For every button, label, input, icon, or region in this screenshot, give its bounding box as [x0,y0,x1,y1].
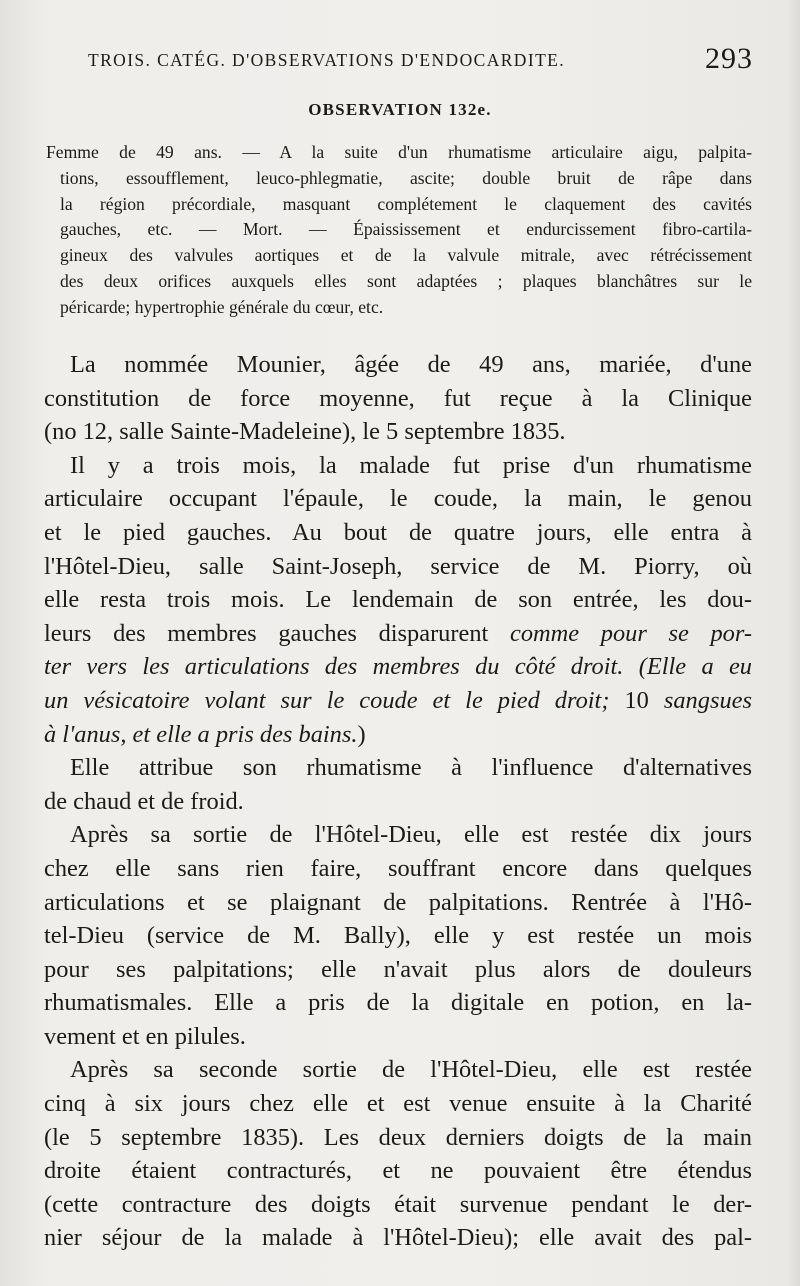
text-line [44,718,752,752]
summary-line: la région précordiale, masquant complétement le claquement des cavités [60,193,752,214]
text-line: elle resta trois mois. Le lendemain de son entrée, les dou- [44,586,752,614]
observation-summary [46,140,752,321]
text-line: (cette contracture des doigts était survenue pendant le der- [44,1190,752,1218]
text-line: constitution de force moyenne, fut reçue à la Clinique [44,384,752,412]
text-run: ) [357,720,366,748]
italic-run: ter vers les articulations des membres du côté droit. [44,653,624,681]
summary-line: péricarde; hypertrophie générale du cœur, etc. [60,296,384,317]
text-line: Elle attribue son rhumatisme à l'influence d'alternatives [70,754,752,782]
text-line: (le 5 septembre 1835). Les deux derniers doigts de la main [44,1123,752,1151]
text-line: et le pied gauches. Au bout de quatre jours, elle entra à [44,518,752,546]
text-run: leurs des membres gauches disparurent [44,619,489,647]
summary-line: tions, essoufflement, leuco-phlegmatie, ascite; double bruit de râpe dans [60,167,752,188]
text-line: (no 12, salle Sainte-Madeleine), le 5 septembre 1835. [44,418,566,446]
text-line: rhumatismales. Elle a pris de la digitale en potion, en la- [44,989,752,1017]
page-number: 293 [705,42,753,75]
observation-title: OBSERVATION 132e. [308,100,492,119]
text-line: Après sa sortie de l'Hôtel-Dieu, elle est restée dix jours [70,821,752,849]
italic-run: (Elle a eu [638,653,752,681]
text-line: Après sa seconde sortie de l'Hôtel-Dieu, elle est restée [70,1056,752,1084]
text-run: 10 [624,686,649,714]
summary-line: Femme de 49 ans. — A la suite d'un rhumatisme articulaire aigu, palpita- [46,142,752,162]
text-line: La nommée Mounier, âgée de 49 ans, mariée, d'une [70,351,752,378]
italic-run: sangsues [663,686,752,714]
running-head [88,42,753,76]
text-line: tel-Dieu (service de M. Bally), elle y est restée un mois [44,922,752,950]
text-line: l'Hôtel-Dieu, salle Saint-Joseph, service de M. Piorry, où [44,552,752,580]
body-text [44,348,752,1255]
text-line: cinq à six jours chez elle et est venue ensuite à la Charité [44,1090,752,1118]
text-line: articulations et se plaignant de palpitations. Rentrée à l'Hô- [44,888,752,916]
text-line: droite étaient contracturés, et ne pouvaient être étendus [44,1157,752,1185]
summary-line: gauches, etc. — Mort. — Épaississement et endurcissement fibro-cartila- [60,219,752,240]
text-line: vement et en pilules. [44,1022,246,1050]
text-line [44,684,752,718]
page-edge-shadow [786,0,800,1286]
text-line: Il y a trois mois, la malade fut prise d'un rhumatisme [70,451,752,479]
text-line: articulaire occupant l'épaule, le coude, la main, le genou [44,485,752,513]
text-line: chez elle sans rien faire, souffrant encore dans quelques [44,854,752,882]
italic-run: comme pour se por- [510,619,753,647]
text-line: de chaud et de froid. [44,787,244,815]
text-line [44,650,752,684]
italic-run: un vésicatoire volant sur le coude et le pied droit; [44,686,610,714]
summary-line: gineux des valvules aortiques et de la valvule mitrale, avec rétrécissement [60,245,752,266]
summary-line: des deux orifices auxquels elles sont adaptées ; plaques blanchâtres sur le [60,270,752,291]
italic-run: à l'anus, et elle a pris des bains. [44,720,358,748]
text-line: pour ses palpitations; elle n'avait plus alors de douleurs [44,955,752,983]
text-line [44,617,752,651]
running-head-title: TROIS. CATÉG. D'OBSERVATIONS D'ENDOCARDITE. [88,50,566,70]
text-line: nier séjour de la malade à l'Hôtel-Dieu); elle avait des pal- [44,1224,752,1252]
